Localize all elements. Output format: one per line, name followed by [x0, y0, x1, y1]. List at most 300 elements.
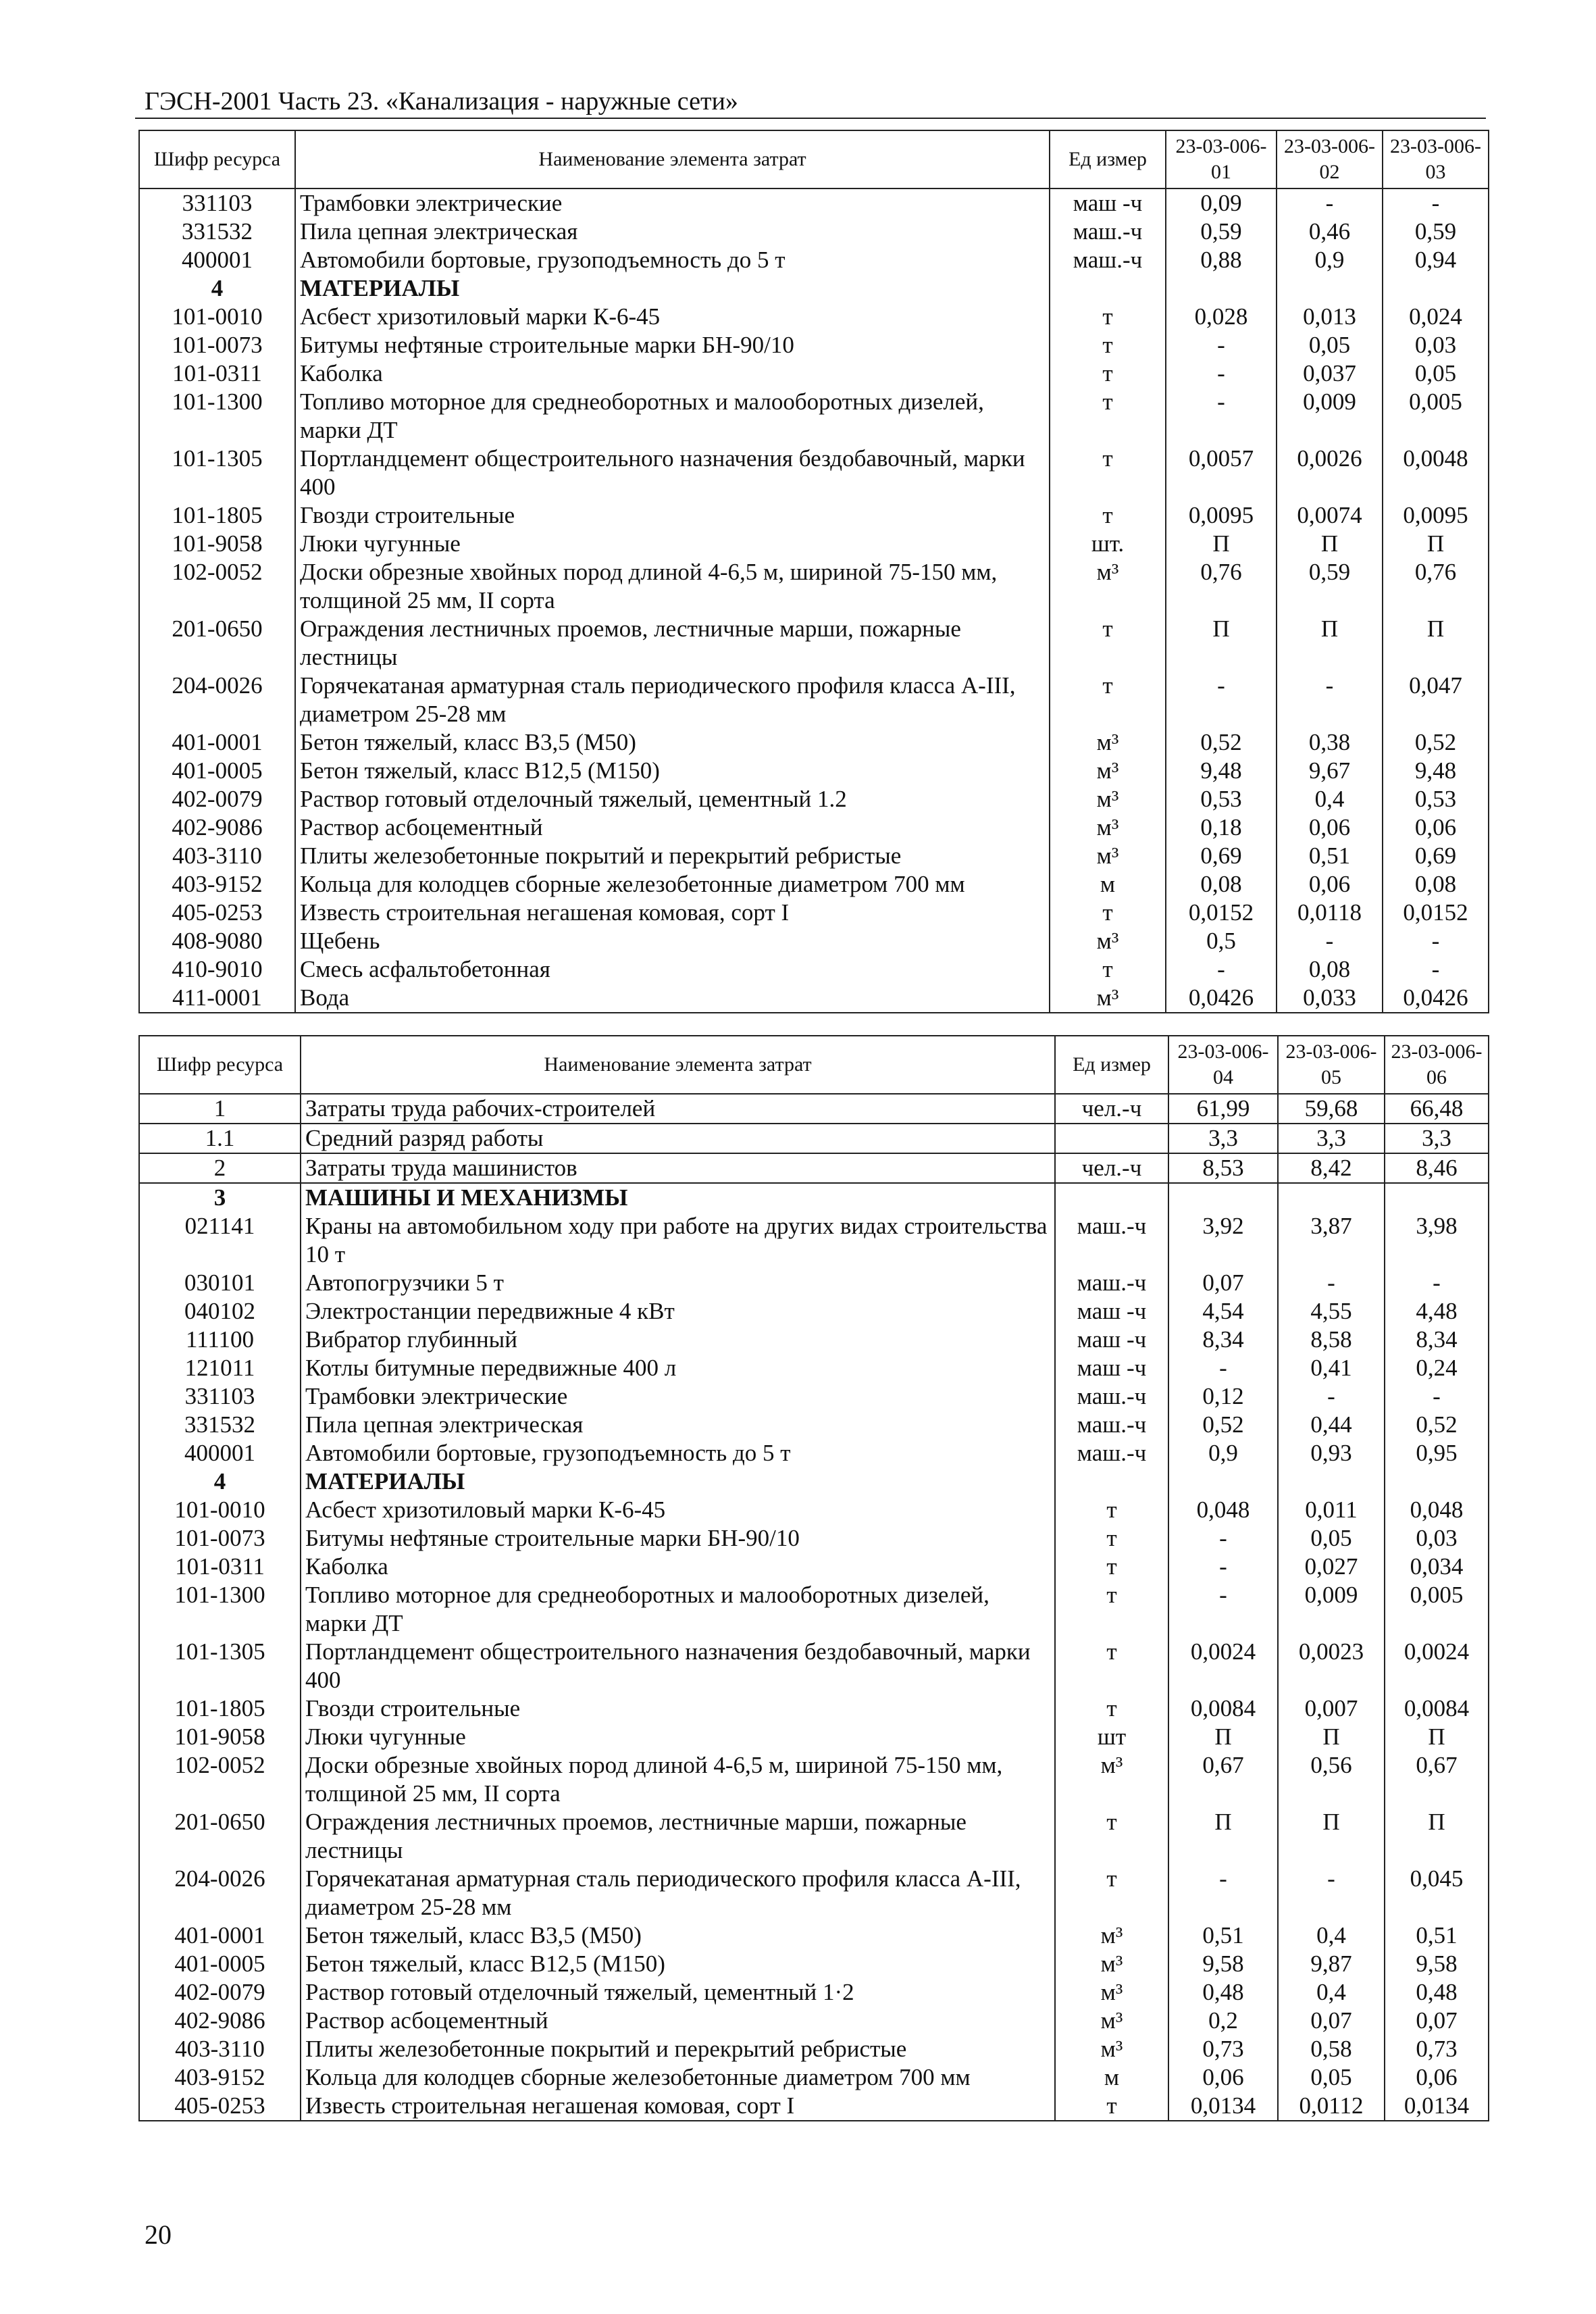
cell-value-2: П [1278, 1808, 1385, 1865]
cell-value-1: 0,06 [1168, 2063, 1278, 2092]
table-row [139, 870, 1489, 899]
table-row [139, 530, 1489, 558]
cell-value-2: 0,06 [1277, 870, 1383, 899]
cell-value-2: 3,87 [1278, 1212, 1385, 1269]
cell-value-3: 0,53 [1383, 785, 1489, 813]
cell-value-2: 0,56 [1278, 1751, 1385, 1808]
table-row [139, 899, 1489, 927]
cell-value-3: 0,07 [1385, 2007, 1489, 2035]
cell-value-1: - [1166, 388, 1277, 445]
cell-name: Доски обрезные хвойных пород длиной 4-6,5 м, шириной 75-150 мм, толщиной 25 мм, II сорта [301, 1751, 1055, 1808]
cell-code: 101-0311 [139, 1553, 301, 1581]
header-rule [135, 118, 1486, 119]
cell-value-1: 0,0426 [1166, 984, 1277, 1013]
cell-value-3: 0,03 [1385, 1524, 1489, 1553]
table-row [139, 1297, 1489, 1326]
cell-unit: т [1050, 672, 1166, 728]
cell-unit: т [1055, 1865, 1168, 1921]
cell-unit: маш.-ч [1055, 1212, 1168, 1269]
cell-value-2: - [1277, 927, 1383, 955]
table-row [139, 1439, 1489, 1467]
cell-value-2: 0,0112 [1278, 2092, 1385, 2121]
cell-value-3: П [1383, 530, 1489, 558]
cell-value-1: - [1166, 331, 1277, 359]
cell-value-1: 0,0134 [1168, 2092, 1278, 2121]
cell-value-3: 0,05 [1383, 359, 1489, 388]
cell-name: Бетон тяжелый, класс В3,5 (М50) [295, 728, 1050, 757]
cell-code: 403-3110 [139, 842, 295, 870]
table-row [139, 842, 1489, 870]
cell-name: Ограждения лестничных проемов, лестничные марши, пожарные лестницы [295, 615, 1050, 672]
cell-unit: м [1055, 2063, 1168, 2092]
header-norm-5: 23-03-006-05 [1278, 1036, 1385, 1094]
table-row [139, 813, 1489, 842]
cell-name: Асбест хризотиловый марки К-6-45 [295, 303, 1050, 331]
cell-code: 101-1305 [139, 1638, 301, 1694]
table-row [139, 388, 1489, 445]
cell-code: 201-0650 [139, 615, 295, 672]
cell-code: 030101 [139, 1269, 301, 1297]
cell-name: Средний разряд работы [301, 1124, 1055, 1153]
cell-value-1: 0,07 [1168, 1269, 1278, 1297]
cell-name: Затраты труда рабочих-строителей [301, 1094, 1055, 1124]
cell-code: 201-0650 [139, 1808, 301, 1865]
cell-value-1: - [1166, 672, 1277, 728]
cell-unit: маш.-ч [1050, 218, 1166, 246]
cell-unit: т [1055, 1694, 1168, 1723]
table-row [139, 1354, 1489, 1382]
table-row [139, 1524, 1489, 1553]
cell-name: Автопогрузчики 5 т [301, 1269, 1055, 1297]
table-row [139, 445, 1489, 501]
cell-value-1 [1166, 274, 1277, 303]
table-row [139, 1638, 1489, 1694]
cell-name: Вибратор глубинный [301, 1326, 1055, 1354]
cell-unit: т [1050, 501, 1166, 530]
page-number: 20 [145, 2219, 172, 2250]
cell-value-1: 0,12 [1168, 1382, 1278, 1411]
cell-code: 204-0026 [139, 1865, 301, 1921]
cell-name: Плиты железобетонные покрытий и перекрытий ребристые [301, 2035, 1055, 2063]
cell-value-3: 8,46 [1385, 1153, 1489, 1183]
table-row [139, 2007, 1489, 2035]
cell-value-3: 0,95 [1385, 1439, 1489, 1467]
cell-value-2: 0,9 [1277, 246, 1383, 274]
cell-value-1: 4,54 [1168, 1297, 1278, 1326]
cell-code: 4 [139, 1467, 301, 1496]
cell-value-3: 0,048 [1385, 1496, 1489, 1524]
table-row [139, 1694, 1489, 1723]
cell-code: 102-0052 [139, 558, 295, 615]
table-row [139, 331, 1489, 359]
cell-value-2: 0,51 [1277, 842, 1383, 870]
table-row [139, 1553, 1489, 1581]
cell-value-2: 4,55 [1278, 1297, 1385, 1326]
cell-name: Портландцемент общестроительного назначения бездобавочный, марки 400 [295, 445, 1050, 501]
cell-name: Гвозди строительные [295, 501, 1050, 530]
cell-code: 402-0079 [139, 785, 295, 813]
cell-name: Смесь асфальтобетонная [295, 955, 1050, 984]
cell-value-1: - [1168, 1354, 1278, 1382]
table-row [139, 359, 1489, 388]
cell-value-3: 3,98 [1385, 1212, 1489, 1269]
cell-name: Щебень [295, 927, 1050, 955]
cell-unit: шт. [1050, 530, 1166, 558]
cell-name: Люки чугунные [295, 530, 1050, 558]
cell-unit: маш.-ч [1055, 1439, 1168, 1467]
cell-unit: маш -ч [1055, 1297, 1168, 1326]
cell-value-3: - [1383, 955, 1489, 984]
cell-value-2: - [1278, 1269, 1385, 1297]
cell-unit: т [1050, 955, 1166, 984]
page-title: ГЭСН-2001 Часть 23. «Канализация - наружные сети» [145, 87, 738, 116]
table-row [139, 188, 1489, 218]
cell-name: Портландцемент общестроительного назначения бездобавочный, марки 400 [301, 1638, 1055, 1694]
cell-value-1: - [1166, 359, 1277, 388]
cell-value-2: П [1278, 1723, 1385, 1751]
cell-value-2 [1278, 1183, 1385, 1212]
cell-unit: маш.-ч [1055, 1269, 1168, 1297]
cell-value-2 [1278, 1467, 1385, 1496]
cell-code: 400001 [139, 1439, 301, 1467]
cell-value-2: 0,037 [1277, 359, 1383, 388]
cell-unit [1055, 1183, 1168, 1212]
cell-unit: т [1050, 445, 1166, 501]
cell-code: 331532 [139, 218, 295, 246]
cell-unit: м³ [1050, 757, 1166, 785]
table-row [139, 1124, 1489, 1153]
cell-value-2: 0,93 [1278, 1439, 1385, 1467]
cell-value-2: 0,009 [1277, 388, 1383, 445]
cell-value-3: 0,0095 [1383, 501, 1489, 530]
cell-unit: т [1050, 303, 1166, 331]
cell-value-2: 0,46 [1277, 218, 1383, 246]
cell-value-2: 0,07 [1278, 2007, 1385, 2035]
cell-value-3: 0,045 [1385, 1865, 1489, 1921]
cell-value-3: 0,024 [1383, 303, 1489, 331]
cell-code: 400001 [139, 246, 295, 274]
cell-value-2: 59,68 [1278, 1094, 1385, 1124]
cell-unit: м³ [1050, 558, 1166, 615]
cell-value-3: 0,0048 [1383, 445, 1489, 501]
cell-value-3: 0,0084 [1385, 1694, 1489, 1723]
cell-value-2: 0,0118 [1277, 899, 1383, 927]
cell-value-2: 0,0074 [1277, 501, 1383, 530]
cell-code: 401-0005 [139, 757, 295, 785]
cell-unit: т [1050, 388, 1166, 445]
cell-value-1: 0,0024 [1168, 1638, 1278, 1694]
table-row [139, 303, 1489, 331]
cell-unit: т [1050, 615, 1166, 672]
cell-code: 401-0001 [139, 728, 295, 757]
table-row [139, 1921, 1489, 1950]
cell-code: 2 [139, 1153, 301, 1183]
cell-name: Горячекатаная арматурная сталь периодического профиля класса А-III, диаметром 25-28 мм [295, 672, 1050, 728]
cell-name: Котлы битумные передвижные 400 л [301, 1354, 1055, 1382]
cell-name: Раствор асбоцементный [301, 2007, 1055, 2035]
cell-unit: маш.-ч [1055, 1411, 1168, 1439]
cell-name: Трамбовки электрические [295, 188, 1050, 218]
cell-value-2: 0,0023 [1278, 1638, 1385, 1694]
table-row [139, 1808, 1489, 1865]
cell-name: Электростанции передвижные 4 кВт [301, 1297, 1055, 1326]
cell-unit: м³ [1050, 785, 1166, 813]
resource-table-1 [138, 130, 1489, 1013]
cell-value-1: 9,48 [1166, 757, 1277, 785]
cell-value-1: П [1168, 1723, 1278, 1751]
cell-value-3: 0,005 [1383, 388, 1489, 445]
cell-value-3: 0,06 [1383, 813, 1489, 842]
cell-value-2: 0,0026 [1277, 445, 1383, 501]
cell-value-3: 0,51 [1385, 1921, 1489, 1950]
cell-value-2: 0,05 [1278, 2063, 1385, 2092]
cell-value-1: 0,0095 [1166, 501, 1277, 530]
cell-unit: т [1055, 1638, 1168, 1694]
cell-unit: маш -ч [1050, 188, 1166, 218]
cell-value-1: 0,51 [1168, 1921, 1278, 1950]
cell-value-2: - [1277, 672, 1383, 728]
cell-name: МАШИНЫ И МЕХАНИЗМЫ [301, 1183, 1055, 1212]
cell-code: 403-3110 [139, 2035, 301, 2063]
cell-unit: м [1050, 870, 1166, 899]
table-row [139, 615, 1489, 672]
cell-name: МАТЕРИАЛЫ [295, 274, 1050, 303]
cell-code: 3 [139, 1183, 301, 1212]
cell-unit: м³ [1055, 1751, 1168, 1808]
table-row [139, 246, 1489, 274]
cell-name: Раствор готовый отделочный тяжелый, цементный 1.2 [295, 785, 1050, 813]
cell-name: Вода [295, 984, 1050, 1013]
cell-value-1: 0,028 [1166, 303, 1277, 331]
cell-name: Пила цепная электрическая [301, 1411, 1055, 1439]
cell-code: 121011 [139, 1354, 301, 1382]
cell-value-3: 0,0152 [1383, 899, 1489, 927]
cell-unit: м³ [1055, 1921, 1168, 1950]
header-norm-1: 23-03-006-01 [1166, 130, 1277, 188]
cell-code: 101-1805 [139, 501, 295, 530]
cell-value-1: П [1168, 1808, 1278, 1865]
cell-value-3: - [1383, 188, 1489, 218]
cell-unit: т [1050, 331, 1166, 359]
cell-name: Раствор готовый отделочный тяжелый, цементный 1·2 [301, 1978, 1055, 2007]
header-unit: Ед измер [1055, 1036, 1168, 1094]
cell-value-2: 0,013 [1277, 303, 1383, 331]
table-row [139, 501, 1489, 530]
cell-unit: м³ [1050, 813, 1166, 842]
cell-name: Топливо моторное для среднеоборотных и малооборотных дизелей, марки ДТ [295, 388, 1050, 445]
cell-value-1: 0,52 [1166, 728, 1277, 757]
cell-code: 408-9080 [139, 927, 295, 955]
cell-value-3: 3,3 [1385, 1124, 1489, 1153]
cell-value-3: 0,69 [1383, 842, 1489, 870]
table-row [139, 1751, 1489, 1808]
table-row [139, 1094, 1489, 1124]
cell-value-1: П [1166, 615, 1277, 672]
cell-unit [1055, 1467, 1168, 1496]
cell-value-1: 0,08 [1166, 870, 1277, 899]
cell-unit: т [1055, 1581, 1168, 1638]
cell-value-3: - [1385, 1269, 1489, 1297]
cell-unit: чел.-ч [1055, 1094, 1168, 1124]
cell-code: 403-9152 [139, 870, 295, 899]
cell-code: 102-0052 [139, 1751, 301, 1808]
cell-value-2: 8,42 [1278, 1153, 1385, 1183]
cell-value-3: 0,48 [1385, 1978, 1489, 2007]
cell-value-1: 0,048 [1168, 1496, 1278, 1524]
cell-value-3: 0,06 [1385, 2063, 1489, 2092]
cell-value-3: 0,08 [1383, 870, 1489, 899]
cell-value-3: П [1385, 1723, 1489, 1751]
cell-value-2 [1277, 274, 1383, 303]
cell-value-3: П [1383, 615, 1489, 672]
cell-value-2: 0,4 [1278, 1921, 1385, 1950]
cell-value-3: 8,34 [1385, 1326, 1489, 1354]
header-code: Шифр ресурса [139, 130, 295, 188]
cell-value-3: 0,67 [1385, 1751, 1489, 1808]
cell-value-3: - [1385, 1382, 1489, 1411]
cell-code: 101-0073 [139, 331, 295, 359]
cell-name: Гвозди строительные [301, 1694, 1055, 1723]
cell-code: 331103 [139, 188, 295, 218]
cell-value-3: 0,24 [1385, 1354, 1489, 1382]
cell-name: Трамбовки электрические [301, 1382, 1055, 1411]
cell-value-1: 61,99 [1168, 1094, 1278, 1124]
cell-value-2: - [1277, 188, 1383, 218]
cell-value-2: 0,027 [1278, 1553, 1385, 1581]
header-norm-6: 23-03-006-06 [1385, 1036, 1489, 1094]
cell-code: 101-0010 [139, 1496, 301, 1524]
cell-value-1: 8,34 [1168, 1326, 1278, 1354]
cell-value-3: 0,0024 [1385, 1638, 1489, 1694]
cell-code: 1 [139, 1094, 301, 1124]
cell-value-1: 9,58 [1168, 1950, 1278, 1978]
cell-unit: т [1050, 899, 1166, 927]
cell-value-2: 0,05 [1277, 331, 1383, 359]
cell-value-2: П [1277, 530, 1383, 558]
cell-code: 021141 [139, 1212, 301, 1269]
cell-unit: маш.-ч [1050, 246, 1166, 274]
cell-value-2: 3,3 [1278, 1124, 1385, 1153]
cell-value-2: 0,58 [1278, 2035, 1385, 2063]
resource-table-2 [138, 1035, 1489, 2121]
cell-name: Краны на автомобильном ходу при работе на других видах строительства 10 т [301, 1212, 1055, 1269]
cell-value-1: 0,18 [1166, 813, 1277, 842]
cell-value-3: 0,73 [1385, 2035, 1489, 2063]
table-header-row [139, 130, 1489, 188]
table-row [139, 955, 1489, 984]
cell-name: Горячекатаная арматурная сталь периодического профиля класса А-III, диаметром 25-28 мм [301, 1865, 1055, 1921]
table-row [139, 2063, 1489, 2092]
cell-value-1: 3,3 [1168, 1124, 1278, 1153]
cell-value-3: - [1383, 927, 1489, 955]
cell-unit: т [1055, 2092, 1168, 2121]
cell-code: 401-0001 [139, 1921, 301, 1950]
cell-unit: маш.-ч [1055, 1382, 1168, 1411]
cell-unit: м³ [1055, 1978, 1168, 2007]
cell-unit: т [1055, 1496, 1168, 1524]
cell-unit: т [1055, 1553, 1168, 1581]
cell-value-1: 0,2 [1168, 2007, 1278, 2035]
table-row [139, 1153, 1489, 1183]
header-name: Наименование элемента затрат [301, 1036, 1055, 1094]
cell-name: Раствор асбоцементный [295, 813, 1050, 842]
cell-name: Битумы нефтяные строительные марки БН-90/10 [295, 331, 1050, 359]
cell-unit: м³ [1050, 728, 1166, 757]
cell-code: 040102 [139, 1297, 301, 1326]
cell-value-3: 0,0134 [1385, 2092, 1489, 2121]
cell-value-1 [1168, 1467, 1278, 1496]
cell-code: 405-0253 [139, 2092, 301, 2121]
cell-value-3: 0,76 [1383, 558, 1489, 615]
cell-value-1: - [1168, 1581, 1278, 1638]
table-row [139, 1382, 1489, 1411]
cell-code: 101-9058 [139, 530, 295, 558]
cell-value-1: 0,0152 [1166, 899, 1277, 927]
table-row [139, 927, 1489, 955]
section-row [139, 1467, 1489, 1496]
cell-value-1: 0,9 [1168, 1439, 1278, 1467]
cell-unit [1055, 1124, 1168, 1153]
cell-value-1: - [1168, 1865, 1278, 1921]
header-norm-3: 23-03-006-03 [1383, 130, 1489, 188]
cell-value-2: 9,67 [1277, 757, 1383, 785]
cell-unit: маш -ч [1055, 1326, 1168, 1354]
cell-code: 411-0001 [139, 984, 295, 1013]
cell-unit: шт [1055, 1723, 1168, 1751]
cell-name: МАТЕРИАЛЫ [301, 1467, 1055, 1496]
header-code: Шифр ресурса [139, 1036, 301, 1094]
cell-code: 405-0253 [139, 899, 295, 927]
cell-value-2: 0,38 [1277, 728, 1383, 757]
cell-name: Бетон тяжелый, класс В12,5 (М150) [295, 757, 1050, 785]
cell-value-3: 0,03 [1383, 331, 1489, 359]
cell-value-2: 0,007 [1278, 1694, 1385, 1723]
cell-value-2: 0,41 [1278, 1354, 1385, 1382]
cell-code: 402-9086 [139, 2007, 301, 2035]
cell-value-1: - [1168, 1553, 1278, 1581]
table-row [139, 1978, 1489, 2007]
table-row [139, 558, 1489, 615]
cell-name: Автомобили бортовые, грузоподъемность до 5 т [295, 246, 1050, 274]
cell-unit: чел.-ч [1055, 1153, 1168, 1183]
cell-value-3 [1383, 274, 1489, 303]
cell-name: Пила цепная электрическая [295, 218, 1050, 246]
cell-value-1: 0,73 [1168, 2035, 1278, 2063]
cell-code: 402-0079 [139, 1978, 301, 2007]
cell-value-1: 0,88 [1166, 246, 1277, 274]
cell-value-2: 0,08 [1277, 955, 1383, 984]
table-row [139, 1269, 1489, 1297]
cell-code: 101-1305 [139, 445, 295, 501]
table-row [139, 2092, 1489, 2121]
cell-value-2: 0,033 [1277, 984, 1383, 1013]
cell-value-1: 0,5 [1166, 927, 1277, 955]
cell-unit: м³ [1055, 2007, 1168, 2035]
cell-name: Бетон тяжелый, класс В3,5 (М50) [301, 1921, 1055, 1950]
cell-value-1: 0,0084 [1168, 1694, 1278, 1723]
header-norm-4: 23-03-006-04 [1168, 1036, 1278, 1094]
cell-value-3: 9,48 [1383, 757, 1489, 785]
cell-unit: м³ [1055, 1950, 1168, 1978]
cell-name: Каболка [301, 1553, 1055, 1581]
cell-name: Ограждения лестничных проемов, лестничные марши, пожарные лестницы [301, 1808, 1055, 1865]
cell-value-3 [1385, 1467, 1489, 1496]
cell-value-1: 3,92 [1168, 1212, 1278, 1269]
cell-code: 331103 [139, 1382, 301, 1411]
cell-value-1: 8,53 [1168, 1153, 1278, 1183]
cell-value-2: 0,009 [1278, 1581, 1385, 1638]
cell-code: 401-0005 [139, 1950, 301, 1978]
